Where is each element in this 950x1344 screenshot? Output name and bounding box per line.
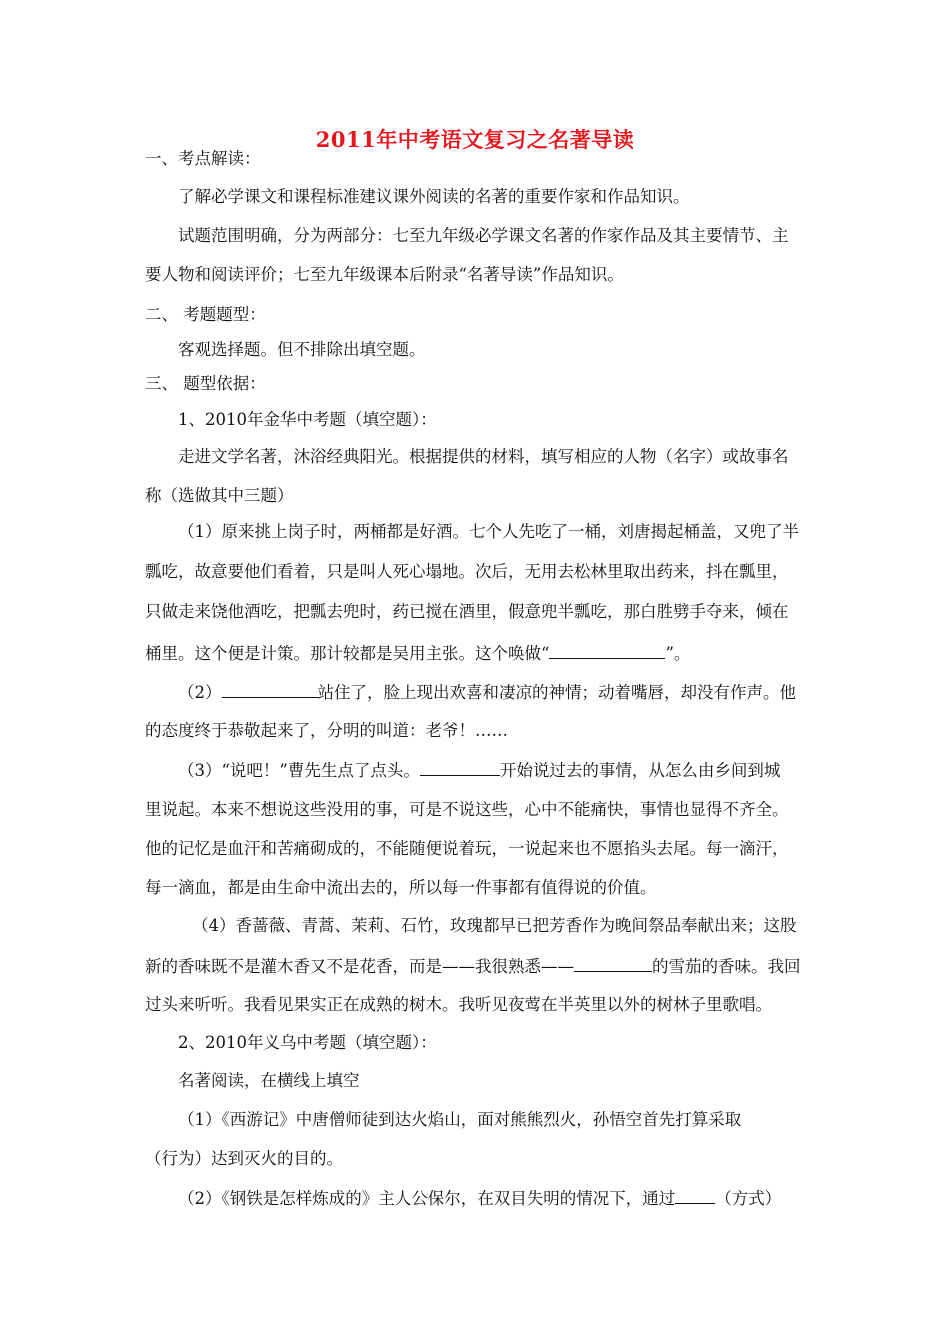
paragraph-line: 客观选择题。但不排除出填空题。 (178, 340, 426, 359)
answer-blank[interactable] (574, 955, 652, 972)
paragraph-line: 的态度终于恭敬起来了，分明的叫道：老爷！…… (145, 721, 508, 740)
section-heading-1: 一、考点解读： (145, 149, 261, 168)
answer-blank[interactable] (675, 1187, 715, 1204)
paragraph-line (145, 642, 690, 665)
section-heading-2: 二、 考题题型： (145, 305, 266, 324)
paragraph-line: （1）原来挑上岗子时，两桶都是好酒。七个人先吃了一桶，刘唐揭起桶盖，又兜了半 (178, 522, 799, 541)
paragraph-line: 他的记忆是血汗和苦痛砌成的，不能随便说着玩，一说起来也不愿掐头去尾。每一滴汗， (145, 839, 789, 858)
line-text: （2）《钢铁是怎样炼成的》主人公保尔，在双目失明的情况下，通过 (178, 1189, 676, 1208)
paragraph-line (178, 681, 796, 704)
line-text: 站住了，脸上现出欢喜和凄凉的神情；动着嘴唇，却没有作声。他 (317, 683, 796, 702)
line-text: ”。 (665, 644, 691, 663)
paragraph-line: 了解必学课文和课程标准建议课外阅读的名著的重要作家和作品知识。 (178, 187, 690, 206)
document-title: 2011年中考语文复习之名著导读 (315, 127, 635, 152)
paragraph-line: 称（选做其中三题） (145, 486, 294, 505)
question-heading: 1、2010年金华中考题（填空题）： (178, 410, 437, 429)
answer-blank[interactable] (549, 642, 665, 659)
paragraph-line: 只做走来饶他酒吃，把瓢去兜时，药已搅在酒里，假意兜半瓢吃，那白胜劈手夺来，倾在 (145, 602, 789, 621)
question-heading: 2、2010年义乌中考题（填空题）： (178, 1033, 437, 1052)
paragraph-line: 每一滴血，都是由生命中流出去的，所以每一件事都有值得说的价值。 (145, 878, 657, 897)
paragraph-line (178, 1187, 781, 1210)
paragraph-line (178, 759, 780, 782)
section-heading-3: 三、 题型依据： (145, 374, 266, 393)
answer-blank[interactable] (420, 759, 500, 776)
paragraph-line: 瓢吃，故意要他们看着，只是叫人死心塌地。次后，无用去松林里取出药来，抖在瓢里， (145, 562, 789, 581)
line-text: 开始说过去的事情，从怎么由乡间到城 (499, 761, 781, 780)
line-text: （3）“说吧！”曹先生点了点头。 (178, 761, 420, 780)
paragraph-line: 走进文学名著，沐浴经典阳光。根据提供的材料，填写相应的人物（名字）或故事名 (178, 447, 789, 466)
line-text: 的雪茄的香味。我回 (652, 957, 801, 976)
paragraph-line: 要人物和阅读评价；七至九年级课本后附录“名著导读”作品知识。 (145, 265, 624, 284)
paragraph-line: 名著阅读，在横线上填空 (178, 1071, 360, 1090)
line-text: （2） (178, 683, 222, 702)
line-text: 新的香味既不是灌木香又不是花香，而是——我很熟悉—— (145, 957, 574, 976)
answer-blank[interactable] (222, 681, 318, 698)
paragraph-line: （行为）达到灭火的目的。 (145, 1149, 343, 1168)
paragraph-line: 试题范围明确，分为两部分：七至九年级必学课文名著的作家作品及其主要情节、主 (178, 226, 789, 245)
paragraph-line (145, 955, 801, 978)
paragraph-line: （4）香蔷薇、青蒿、茉莉、石竹，玫瑰都早已把芳香作为晚间祭品奉献出来；这股 (192, 916, 797, 935)
paragraph-line: 里说起。本来不想说这些没用的事，可是不说这些，心中不能痛快，事情也显得不齐全。 (145, 800, 789, 819)
line-text: 桶里。这个便是计策。那计较都是吴用主张。这个唤做“ (145, 644, 550, 663)
paragraph-line: 过头来听听。我看见果实正在成熟的树木。我听见夜莺在半英里以外的树林子里歌唱。 (145, 995, 772, 1014)
line-text: （方式） (715, 1189, 782, 1208)
paragraph-line: （1）《西游记》中唐僧师徒到达火焰山，面对熊熊烈火，孙悟空首先打算采取 (178, 1110, 742, 1129)
